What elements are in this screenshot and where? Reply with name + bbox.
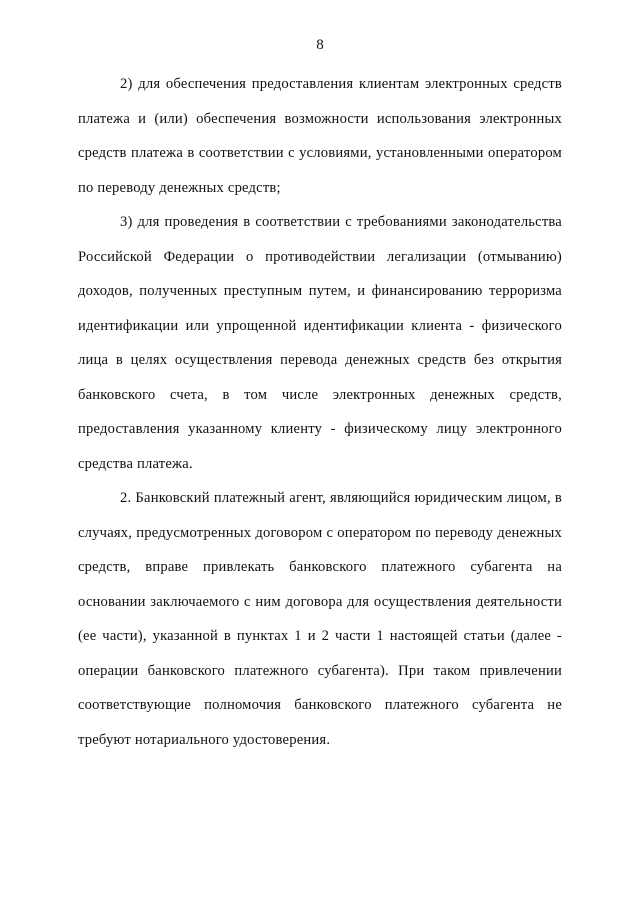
paragraph-item-2: 2) для обеспечения предоставления клиентам электронных средств платежа и (или) обеспечения возможности использования электронных средств платежа в соответствии с условиями, установленными оператором по переводу денежных средств; [78, 76, 562, 196]
document-body [78, 67, 562, 757]
paragraph-part-2: 2. Банковский платежный агент, являющийся юридическим лицом, в случаях, предусмотренных договором с оператором по переводу денежных средств, вправе привлекать банковского платежного субагента на основании заключаемого с ним договора для осуществления деятельности (ее части), указанной в пунктах 1 и 2 части 1 настоящей статьи (далее - операции банковского платежного субагента). При таком привлечении соответствующие полномочия банковского платежного субагента не требуют нотариального удостоверения. [78, 490, 562, 748]
paragraph-item-3: 3) для проведения в соответствии с требованиями законодательства Российской Федерации о противодействии легализации (отмыванию) доходов, полученных преступным путем, и финансированию терроризма идентификации или упрощенной идентификации клиента - физического лица в целях осуществления перевода денежных средств без открытия банковского счета, в том числе электронных денежных средств, предоставления указанному клиенту - физическому лицу электронного средства платежа. [78, 214, 562, 472]
page-number: 8 [316, 37, 324, 53]
